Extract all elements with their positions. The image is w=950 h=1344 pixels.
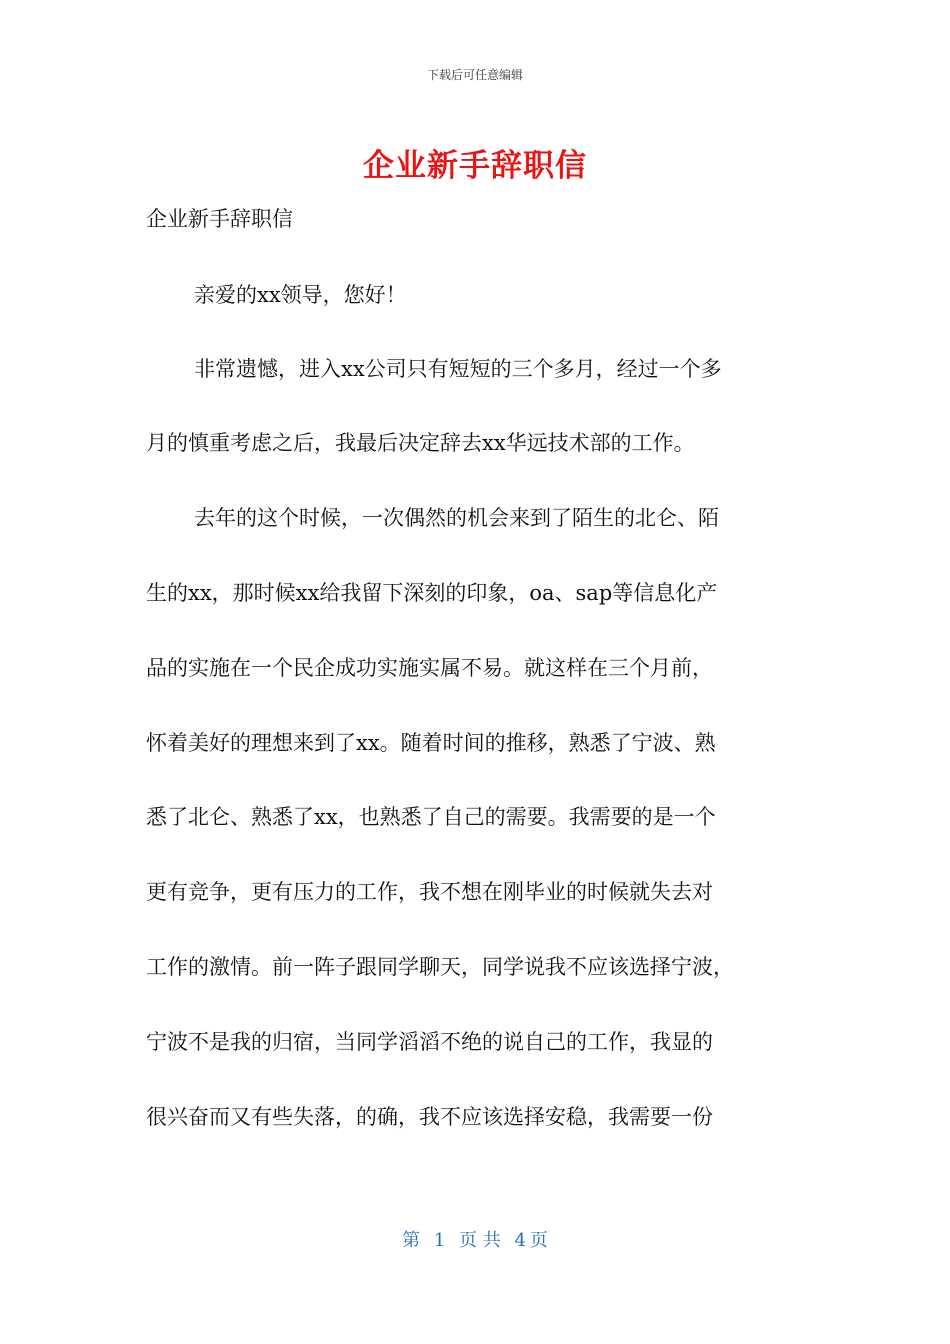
- body-line: 亲爱的xx领导，您好！: [194, 283, 407, 307]
- body-line: 企业新手辞职信: [146, 207, 293, 231]
- body-line: 更有竞争，更有压力的工作，我不想在刚毕业的时候就失去对: [146, 880, 713, 904]
- footer-total-pages: 4: [514, 1230, 526, 1251]
- document-title: 企业新手辞职信: [363, 148, 587, 184]
- body-line: 很兴奋而又有些失落，的确，我不应该选择安稳，我需要一份: [146, 1105, 713, 1129]
- body-line: 月的慎重考虑之后，我最后决定辞去xx华远技术部的工作。: [146, 431, 695, 455]
- body-line: 非常遗憾，进入xx公司只有短短的三个多月，经过一个多: [194, 357, 722, 381]
- body-line: 悉了北仑、熟悉了xx，也熟悉了自己的需要。我需要的是一个: [146, 805, 716, 829]
- footer-page-number: 1: [433, 1230, 446, 1251]
- page-footer: [0, 1226, 950, 1252]
- body-line: 工作的激情。前一阵子跟同学聊天，同学说我不应该选择宁波，: [146, 955, 734, 979]
- header-note: 下载后可任意编辑: [426, 68, 523, 82]
- footer-mid: 页 共: [459, 1230, 501, 1251]
- footer-prefix: 第: [402, 1230, 421, 1251]
- body-line: 怀着美好的理想来到了xx。随着时间的推移，熟悉了宁波、熟: [146, 731, 716, 755]
- body-line: 生的xx，那时候xx给我留下深刻的印象，oa、sap等信息化产: [146, 581, 718, 605]
- footer-suffix: 页: [529, 1230, 548, 1251]
- body-line: 去年的这个时候，一次偶然的机会来到了陌生的北仑、陌: [194, 506, 719, 530]
- body-line: 宁波不是我的归宿，当同学滔滔不绝的说自己的工作，我显的: [146, 1030, 713, 1054]
- body-line: 品的实施在一个民企成功实施实属不易。就这样在三个月前，: [146, 656, 713, 680]
